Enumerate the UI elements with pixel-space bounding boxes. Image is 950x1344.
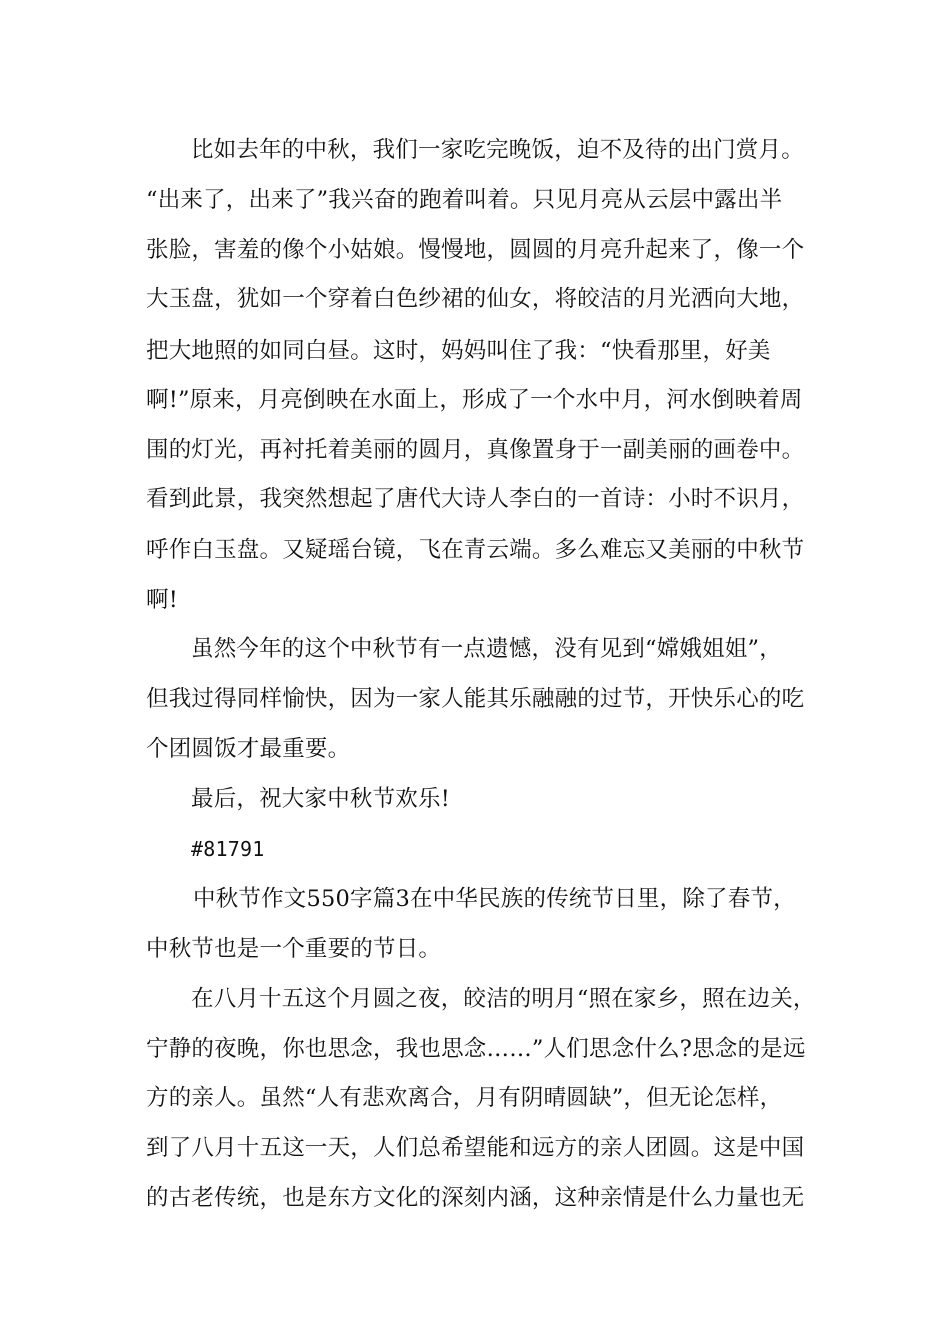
text-line: 围的灯光，再衬托着美丽的圆月，真像置身于一副美丽的画卷中。 (146, 437, 805, 463)
text-line: 比如去年的中秋，我们一家吃完晚饭，迫不及待的出门赏月。 (191, 137, 804, 163)
text-line: 把大地照的如同白昼。这时，妈妈叫住了我：“快看那里，好美 (146, 338, 771, 364)
text-line: 的古老传统，也是东方文化的深刻内涵，这种亲情是什么力量也无 (146, 1185, 805, 1211)
text-line: 中秋节也是一个重要的节日。 (146, 936, 442, 962)
text-line: 最后，祝大家中秋节欢乐! (191, 786, 450, 812)
text-line: 宁静的夜晚，你也思念，我也思念……”人们思念什么?思念的是远 (146, 1036, 806, 1062)
document-id: #81791 (191, 837, 265, 861)
text-line: 方的亲人。虽然“人有悲欢离合，月有阴晴圆缺”，但无论怎样， (146, 1085, 783, 1111)
text-line: 呼作白玉盘。又疑瑶台镜，飞在青云端。多么难忘又美丽的中秋节 (146, 537, 805, 563)
text-line: 张脸，害羞的像个小姑娘。慢慢地，圆圆的月亮升起来了，像一个 (146, 237, 805, 263)
text-line: 个团圆饭才最重要。 (146, 736, 351, 762)
text-line: 大玉盘，犹如一个穿着白色纱裙的仙女，将皎洁的月光洒向大地， (146, 286, 805, 312)
text-line: 啊! (146, 587, 178, 613)
text-line: 看到此景，我突然想起了唐代大诗人李白的一首诗：小时不识月， (146, 486, 805, 512)
text-line: 但我过得同样愉快，因为一家人能其乐融融的过节，开快乐心的吃 (146, 686, 805, 712)
text-line: “出来了，出来了”我兴奋的跑着叫着。只见月亮从云层中露出半 (146, 187, 783, 213)
text-line: 虽然今年的这个中秋节有一点遗憾，没有见到“嫦娥姐姐”， (191, 636, 782, 662)
text-line: 啊!”原来，月亮倒映在水面上，形成了一个水中月，河水倒映着周 (146, 387, 803, 413)
text-line: 在八月十五这个月圆之夜，皎洁的明月“照在家乡，照在边关， (191, 986, 816, 1012)
text-line: 中秋节作文550字篇3在中华民族的传统节日里，除了春节， (193, 886, 796, 912)
text-line: 到了八月十五这一天，人们总希望能和远方的亲人团圆。这是中国 (146, 1135, 805, 1161)
